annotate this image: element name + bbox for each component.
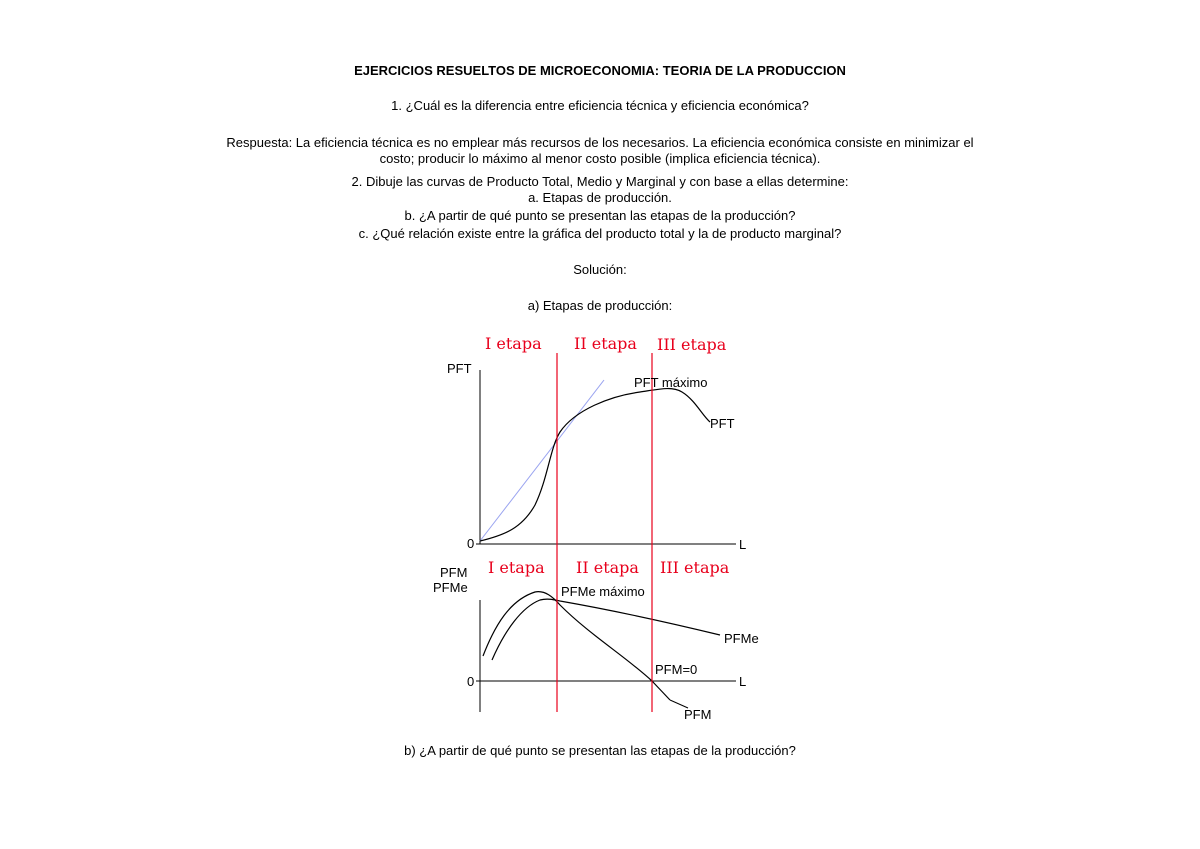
question-2c: c. ¿Qué relación existe entre la gráfica del producto total y la de producto marginal? [358,226,842,241]
stage-label-1-bottom: I etapa [488,558,545,577]
part-b-heading: b) ¿A partir de qué punto se presentan las etapas de la producción? [404,743,796,758]
question-2a: a. Etapas de producción. [528,190,672,205]
top-origin-label: 0 [467,536,475,551]
pft-max-label: PFT máximo [634,375,708,390]
pft-axis-label: PFT [447,361,472,376]
pfm-zero-label: PFM=0 [655,662,698,677]
stage-label-3-top: III etapa [657,335,727,354]
pfme-axis-label: PFMe [433,580,468,595]
pfm-curve [483,592,670,700]
bottom-origin-label: 0 [467,674,475,689]
stage-label-2-top: II etapa [574,334,637,353]
pft-curve-label: PFT [710,416,735,431]
pfme-max-label: PFMe máximo [561,584,645,599]
question-1: 1. ¿Cuál es la diferencia entre eficiencia técnica y eficiencia económica? [391,98,809,113]
tangent-ray [480,380,604,541]
stage-label-2-bottom: II etapa [576,558,639,577]
part-a-heading: a) Etapas de producción: [527,298,673,313]
solution-heading: Solución: [573,262,627,277]
answer-line-1: Respuesta: La eficiencia técnica es no emplear más recursos de los necesarios. La eficiencia económica consiste en minimizar el [226,135,974,150]
pfme-curve [492,599,720,660]
pfm-curve-label: PFM [684,707,712,722]
stage-label-1-top: I etapa [485,334,542,353]
question-2b: b. ¿A partir de qué punto se presentan las etapas de la producción? [404,208,796,223]
document-title: EJERCICIOS RESUELTOS DE MICROECONOMIA: TEORIA DE LA PRODUCCION [354,63,846,78]
pfme-curve-label: PFMe [724,631,759,646]
top-l-axis-label: L [739,537,747,552]
question-2: 2. Dibuje las curvas de Producto Total, Medio y Marginal y con base a ellas determine: [351,174,849,189]
answer-line-2: costo; producir lo máximo al menor costo posible (implica eficiencia técnica). [379,151,821,166]
bottom-l-axis-label: L [739,674,747,689]
pft-curve [480,389,710,541]
stage-label-3-bottom: III etapa [660,558,730,577]
pfm-axis-label: PFM [440,565,468,580]
